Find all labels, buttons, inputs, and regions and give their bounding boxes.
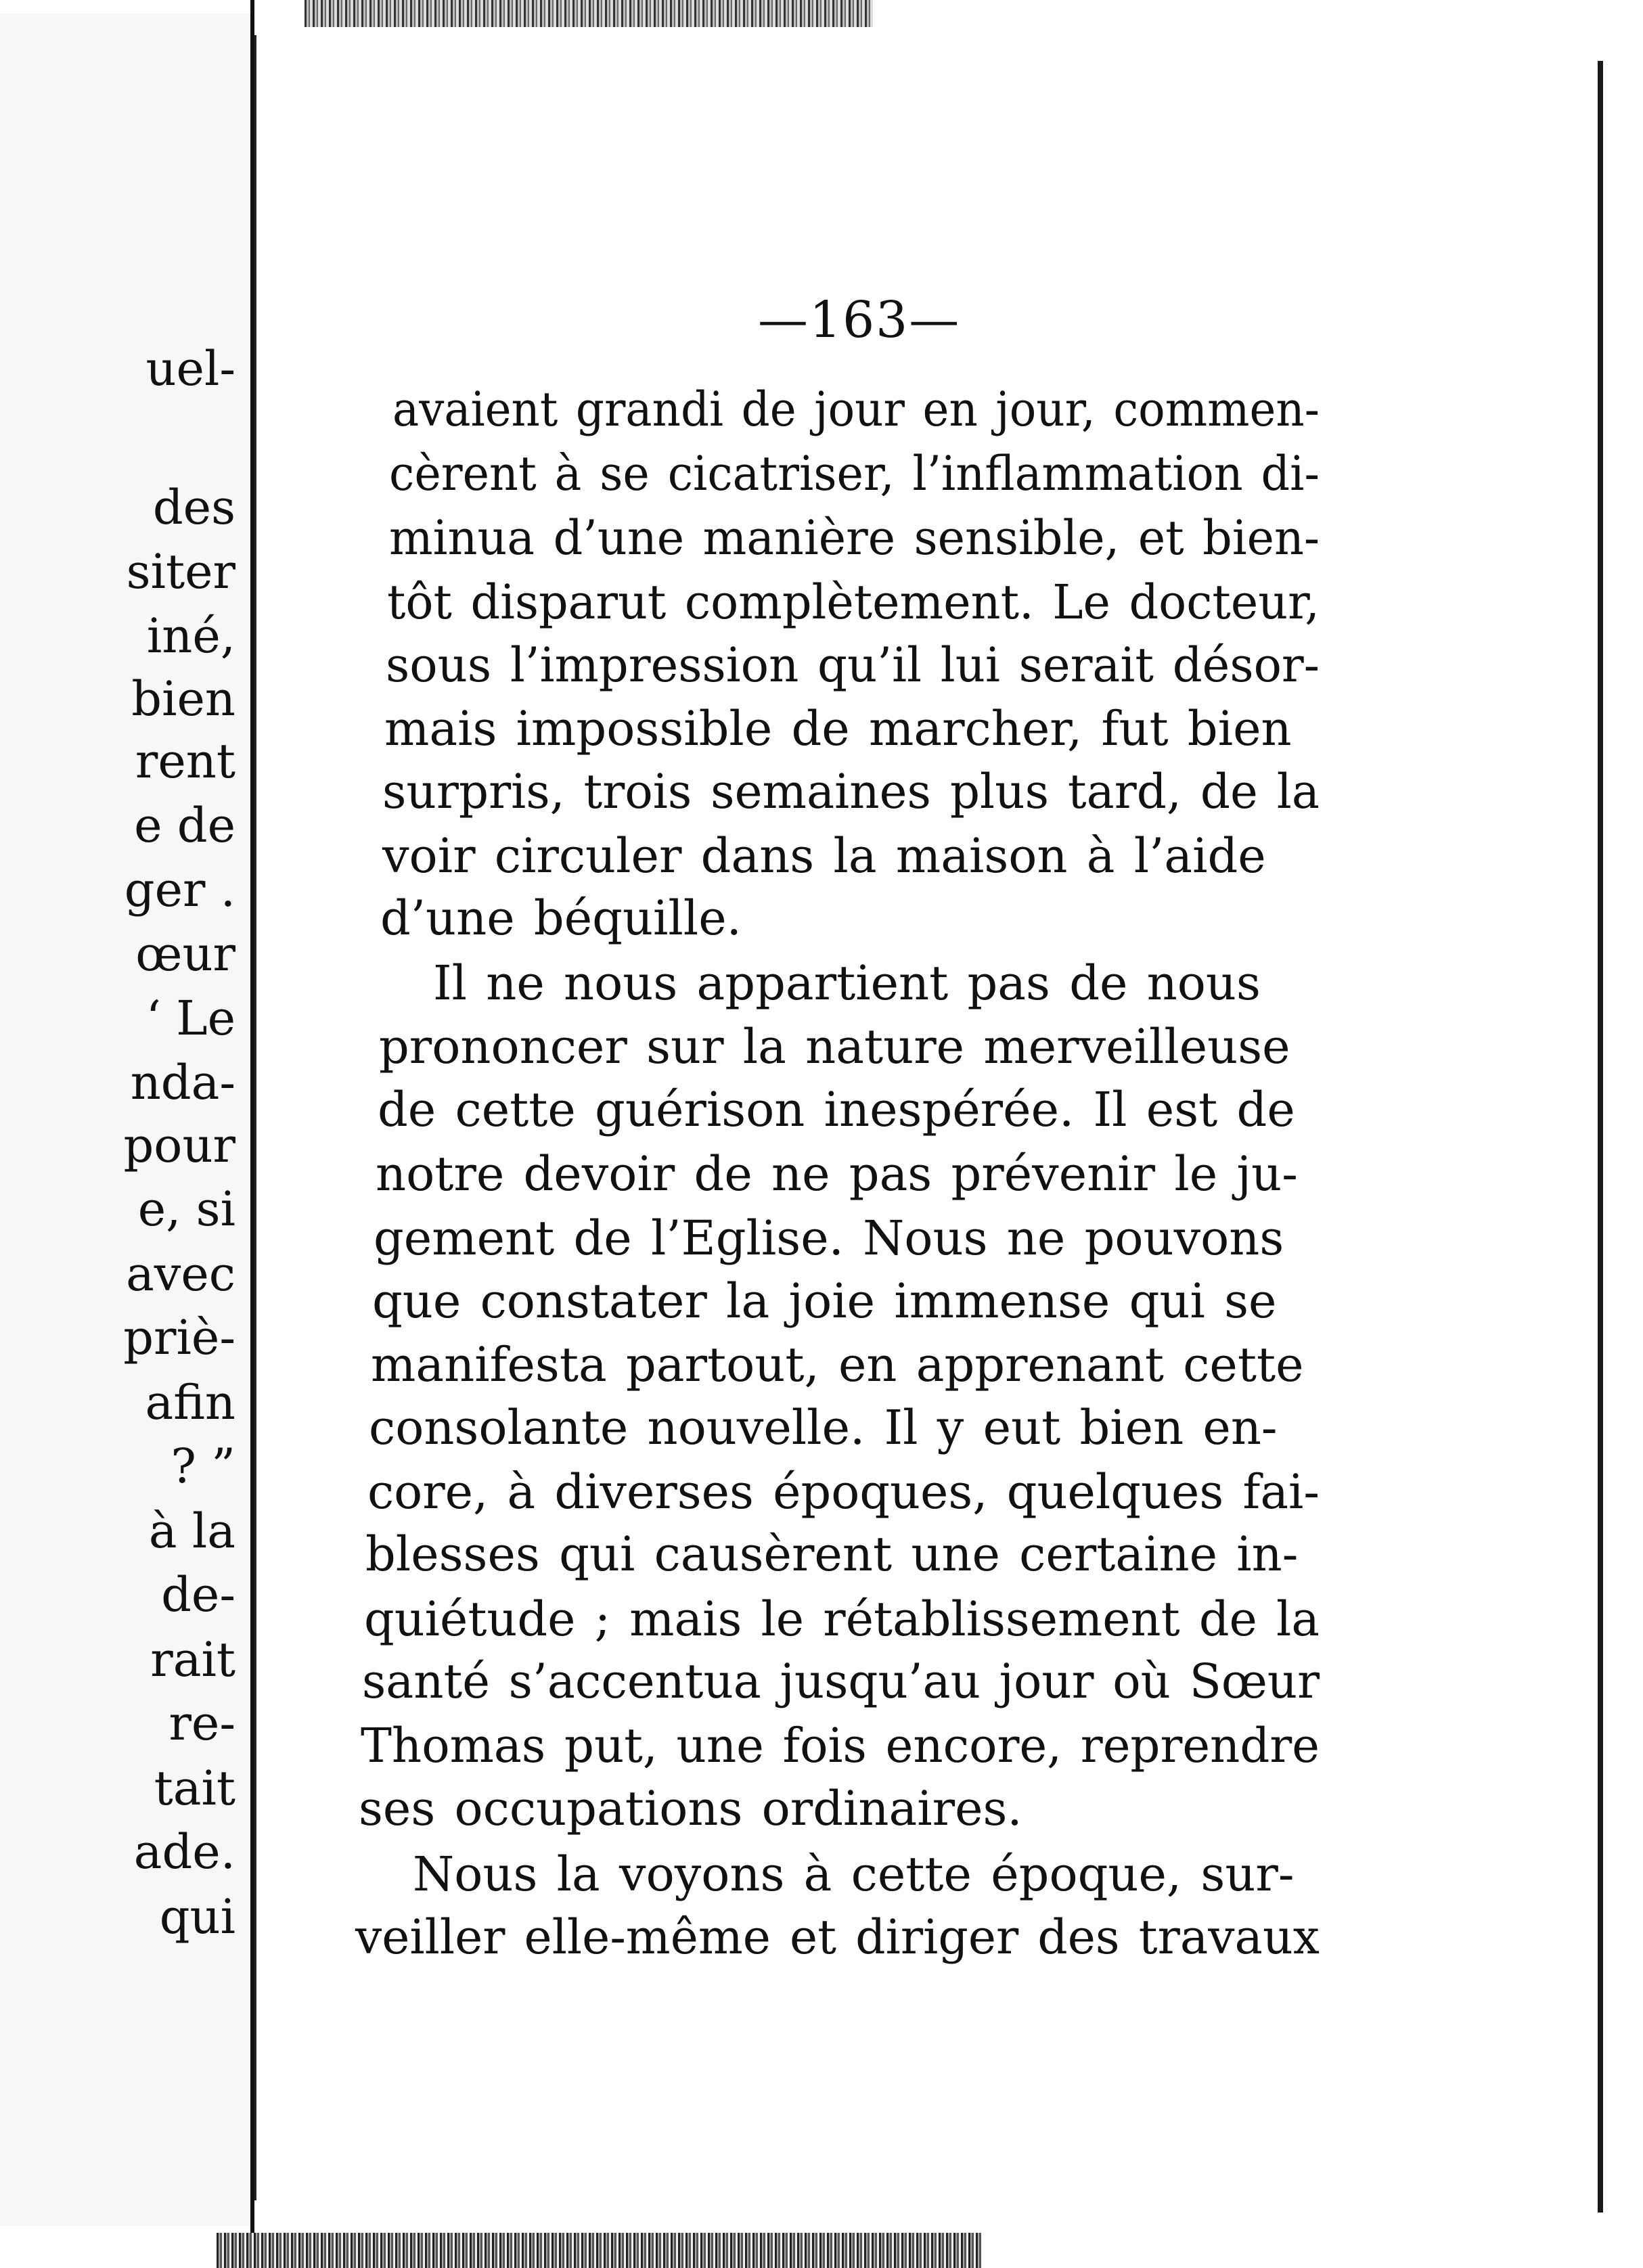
left-fragment: œur [135, 926, 235, 982]
page-number: —163— [758, 291, 961, 349]
text-line: ses occupations ordinaires. [359, 1781, 1022, 1836]
left-fragment: rait [150, 1632, 235, 1687]
left-fragment: e, si [137, 1181, 235, 1237]
left-fragment: bien [131, 671, 235, 727]
left-fragment: qui [159, 1889, 235, 1945]
left-fragment: ger . [124, 862, 235, 917]
text-line: Il ne nous appartient pas de nous [433, 955, 1261, 1011]
text-line: notre devoir de ne pas prévenir le ju- [376, 1146, 1298, 1202]
left-fragment: ? ” [171, 1438, 235, 1494]
text-line: mais impossible de marcher, fut bien [384, 701, 1292, 756]
text-line: prononcer sur la nature merveilleuse [379, 1019, 1290, 1074]
text-line: veiller elle-même et diriger des travaux [355, 1909, 1320, 1965]
text-line: sous l’impression qu’il lui serait désor- [386, 637, 1320, 693]
left-fragment: e de [134, 798, 235, 853]
left-fragment: siter [126, 544, 235, 599]
text-line: quiétude ; mais le rétablissement de la [364, 1591, 1320, 1647]
left-fragment: pour [123, 1118, 235, 1173]
text-line: core, à diverses époques, quelques fai- [367, 1464, 1320, 1520]
left-fragment: iné, [146, 608, 235, 664]
text-line: de cette guérison inespérée. Il est de [378, 1082, 1295, 1137]
scan-noise-top [305, 0, 873, 27]
left-fragment: des [152, 480, 235, 535]
page-edge [1598, 61, 1603, 2213]
left-fragment: ade. [133, 1824, 235, 1880]
left-fragment: tait [154, 1761, 235, 1816]
text-line: voir circuler dans la maison à l’aide [382, 828, 1266, 884]
left-fragment: afin [145, 1375, 235, 1430]
text-line: d’une béquille. [380, 890, 742, 946]
text-line: tôt disparut complètement. Le docteur, [387, 574, 1320, 630]
left-fragment: rent [135, 733, 235, 789]
scan-noise-bottom [217, 2233, 981, 2268]
text-line: minua d’une manière sensible, et bien- [389, 510, 1320, 566]
text-line: consolante nouvelle. Il y eut bien en- [369, 1400, 1278, 1455]
text-line: manifesta partout, en apprenant cette [371, 1337, 1304, 1392]
text-line: surpris, trois semaines plus tard, de la [382, 764, 1320, 819]
left-fragment: priè- [123, 1310, 235, 1365]
text-line: Nous la voyons à cette époque, sur- [413, 1846, 1295, 1902]
text-line: blesses qui causèrent une certaine in- [365, 1526, 1299, 1582]
text-line: que constater la joie immense qui se [372, 1273, 1277, 1329]
text-line: Thomas put, une fois encore, reprendre [361, 1718, 1320, 1773]
text-line: gement de l’Eglise. Nous ne pouvons [374, 1210, 1284, 1266]
left-fragment: re- [168, 1696, 235, 1751]
left-fragment: de- [161, 1567, 235, 1623]
left-fragment: avec [126, 1246, 235, 1302]
left-fragment: à la [148, 1503, 235, 1559]
text-line: cèrent à se cicatriser, l’inflammation di- [389, 446, 1320, 501]
left-fragment: nda- [130, 1055, 235, 1110]
left-fragment: uel- [145, 341, 235, 396]
left-fragment: ‘ Le [145, 991, 235, 1046]
previous-page-fragment [0, 14, 250, 2226]
text-line: santé s’accentua jusqu’au jour où Sœur [362, 1654, 1320, 1709]
text-line: avaient grandi de jour en jour, commen- [392, 382, 1320, 437]
